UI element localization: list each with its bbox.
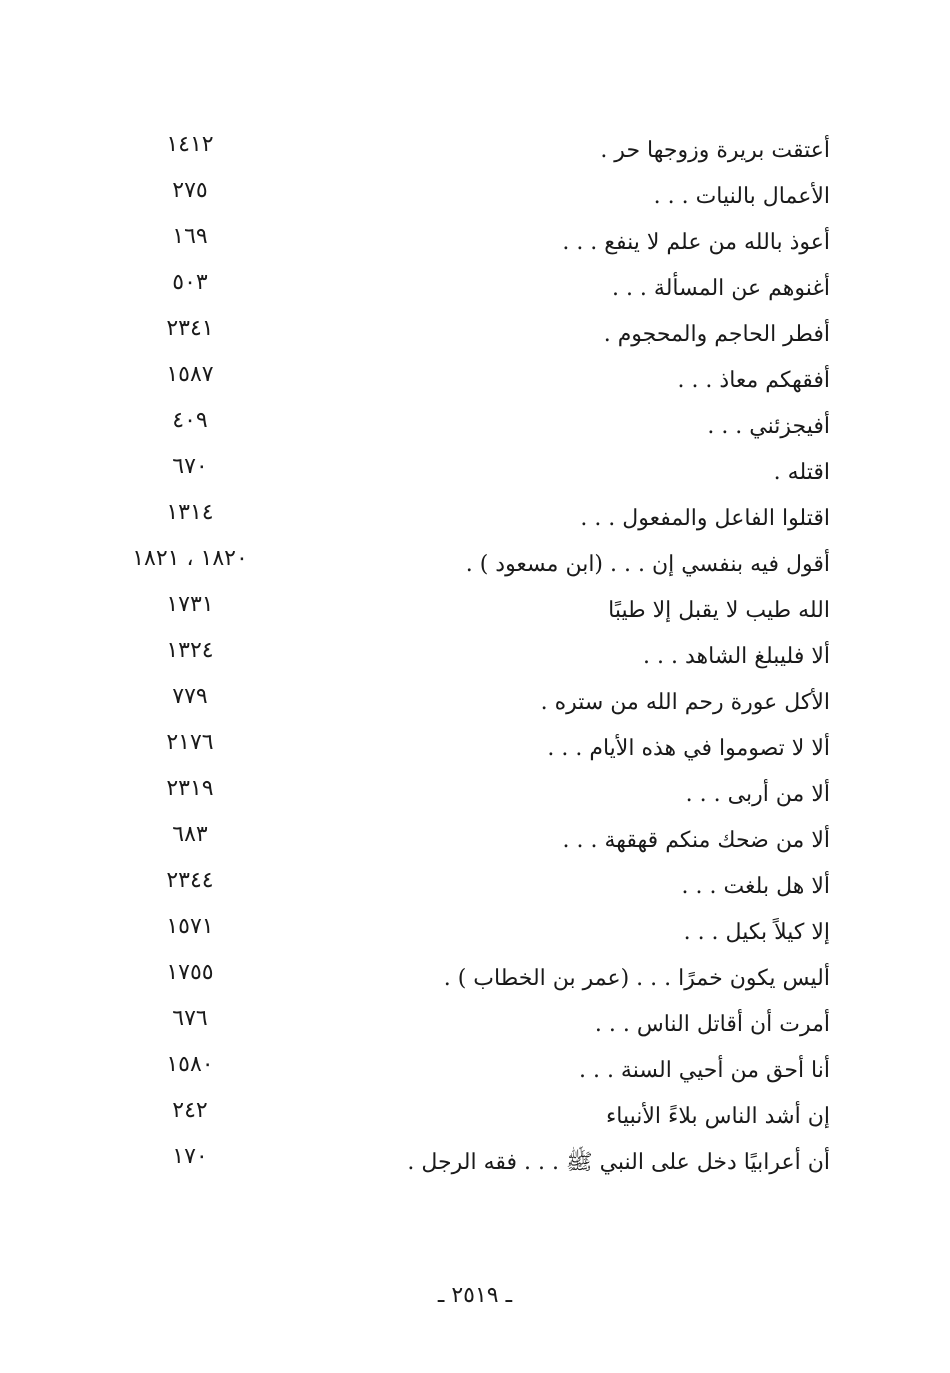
- hadith-number: ١٣١٤: [166, 500, 214, 525]
- hadith-number: ٢٣١٩: [166, 776, 214, 801]
- hadith-text: أفيجزئني . . .: [707, 414, 830, 439]
- hadith-text: أعتقت بريرة وزوجها حر .: [600, 138, 830, 163]
- index-entry: [100, 772, 840, 818]
- hadith-number: ١٦٩: [172, 224, 208, 249]
- hadith-text: أنا أحق من أحيي السنة . . .: [578, 1058, 830, 1083]
- hadith-number: ١٣٢٤: [166, 638, 214, 663]
- index-entry: [100, 1048, 840, 1094]
- hadith-text: أغنوهم عن المسألة . . .: [611, 276, 830, 301]
- hadith-text: إن أشد الناس بلاءً الأنبياء: [605, 1104, 830, 1129]
- hadith-number: ١٨٢٠ ، ١٨٢١: [132, 546, 248, 571]
- hadith-number: ٦٧٠: [172, 454, 208, 479]
- hadith-number: ٦٨٣: [172, 822, 208, 847]
- hadith-text: ألا من أربى . . .: [685, 782, 830, 807]
- hadith-number: ١٥٨٧: [166, 362, 214, 387]
- hadith-text: ألا هل بلغت . . .: [681, 874, 830, 899]
- hadith-number: ١٧٣١: [166, 592, 214, 617]
- hadith-number: ٢٤٢: [172, 1098, 208, 1123]
- hadith-text: الله طيب لا يقبل إلا طيبًا: [608, 598, 830, 623]
- index-entry: [100, 956, 840, 1002]
- index-entry: [100, 634, 840, 680]
- index-entry: [100, 1140, 840, 1186]
- index-entry: [100, 588, 840, 634]
- index-entry: [100, 220, 840, 266]
- index-entry: [100, 818, 840, 864]
- hadith-text: أعوذ بالله من علم لا ينفع . . .: [562, 230, 830, 255]
- hadith-number: ٦٧٦: [172, 1006, 208, 1031]
- index-entry: [100, 542, 840, 588]
- hadith-number: ١٥٨٠: [166, 1052, 214, 1077]
- index-entry: [100, 726, 840, 772]
- index-entry: [100, 680, 840, 726]
- index-entry: [100, 174, 840, 220]
- hadith-text: إلا كيلاً بكيل . . .: [683, 920, 830, 945]
- index-entry: [100, 1002, 840, 1048]
- index-entry: [100, 128, 840, 174]
- hadith-number: ١٧٠: [172, 1144, 208, 1169]
- hadith-number: ٢٣٤٤: [166, 868, 214, 893]
- hadith-number: ٤٠٩: [172, 408, 208, 433]
- hadith-text: أن أعرابيًا دخل على النبي ﷺ . . . فقه الرجل .: [407, 1150, 830, 1175]
- index-entry: [100, 910, 840, 956]
- hadith-text: أفطر الحاجم والمحجوم .: [603, 322, 830, 347]
- index-entry: [100, 358, 840, 404]
- hadith-text: اقتلوا الفاعل والمفعول . . .: [580, 506, 830, 531]
- hadith-text: الأكل عورة رحم الله من ستره .: [540, 690, 830, 715]
- hadith-number: ١٥٧١: [166, 914, 214, 939]
- hadith-text: ألا من ضحك منكم قهقهة . . .: [562, 828, 830, 853]
- index-entry: [100, 1094, 840, 1140]
- hadith-number: ٥٠٣: [172, 270, 208, 295]
- page-number: ـ ٢٥١٩ ـ: [437, 1283, 513, 1308]
- index-entry: [100, 450, 840, 496]
- hadith-number: ٢٣٤١: [166, 316, 214, 341]
- hadith-text: أفقهكم معاذ . . .: [677, 368, 830, 393]
- hadith-index-list: [100, 128, 840, 1186]
- hadith-number: ٧٧٩: [172, 684, 208, 709]
- hadith-text: الأعمال بالنيات . . .: [653, 184, 830, 209]
- hadith-text: أقول فيه بنفسي إن . . . (ابن مسعود ) .: [465, 552, 830, 577]
- index-entry: [100, 864, 840, 910]
- index-entry: [100, 266, 840, 312]
- index-entry: [100, 496, 840, 542]
- hadith-text: اقتله .: [773, 460, 830, 485]
- hadith-text: أمرت أن أقاتل الناس . . .: [594, 1012, 830, 1037]
- hadith-number: ١٤١٢: [166, 132, 214, 157]
- hadith-text: ألا لا تصوموا في هذه الأيام . . .: [547, 736, 830, 761]
- hadith-number: ١٧٥٥: [166, 960, 214, 985]
- hadith-text: ألا فليبلغ الشاهد . . .: [643, 644, 830, 669]
- index-entry: [100, 312, 840, 358]
- index-entry: [100, 404, 840, 450]
- hadith-number: ٢٧٥: [172, 178, 208, 203]
- hadith-text: أليس يكون خمرًا . . . (عمر بن الخطاب ) .: [443, 966, 830, 991]
- hadith-number: ٢١٧٦: [166, 730, 214, 755]
